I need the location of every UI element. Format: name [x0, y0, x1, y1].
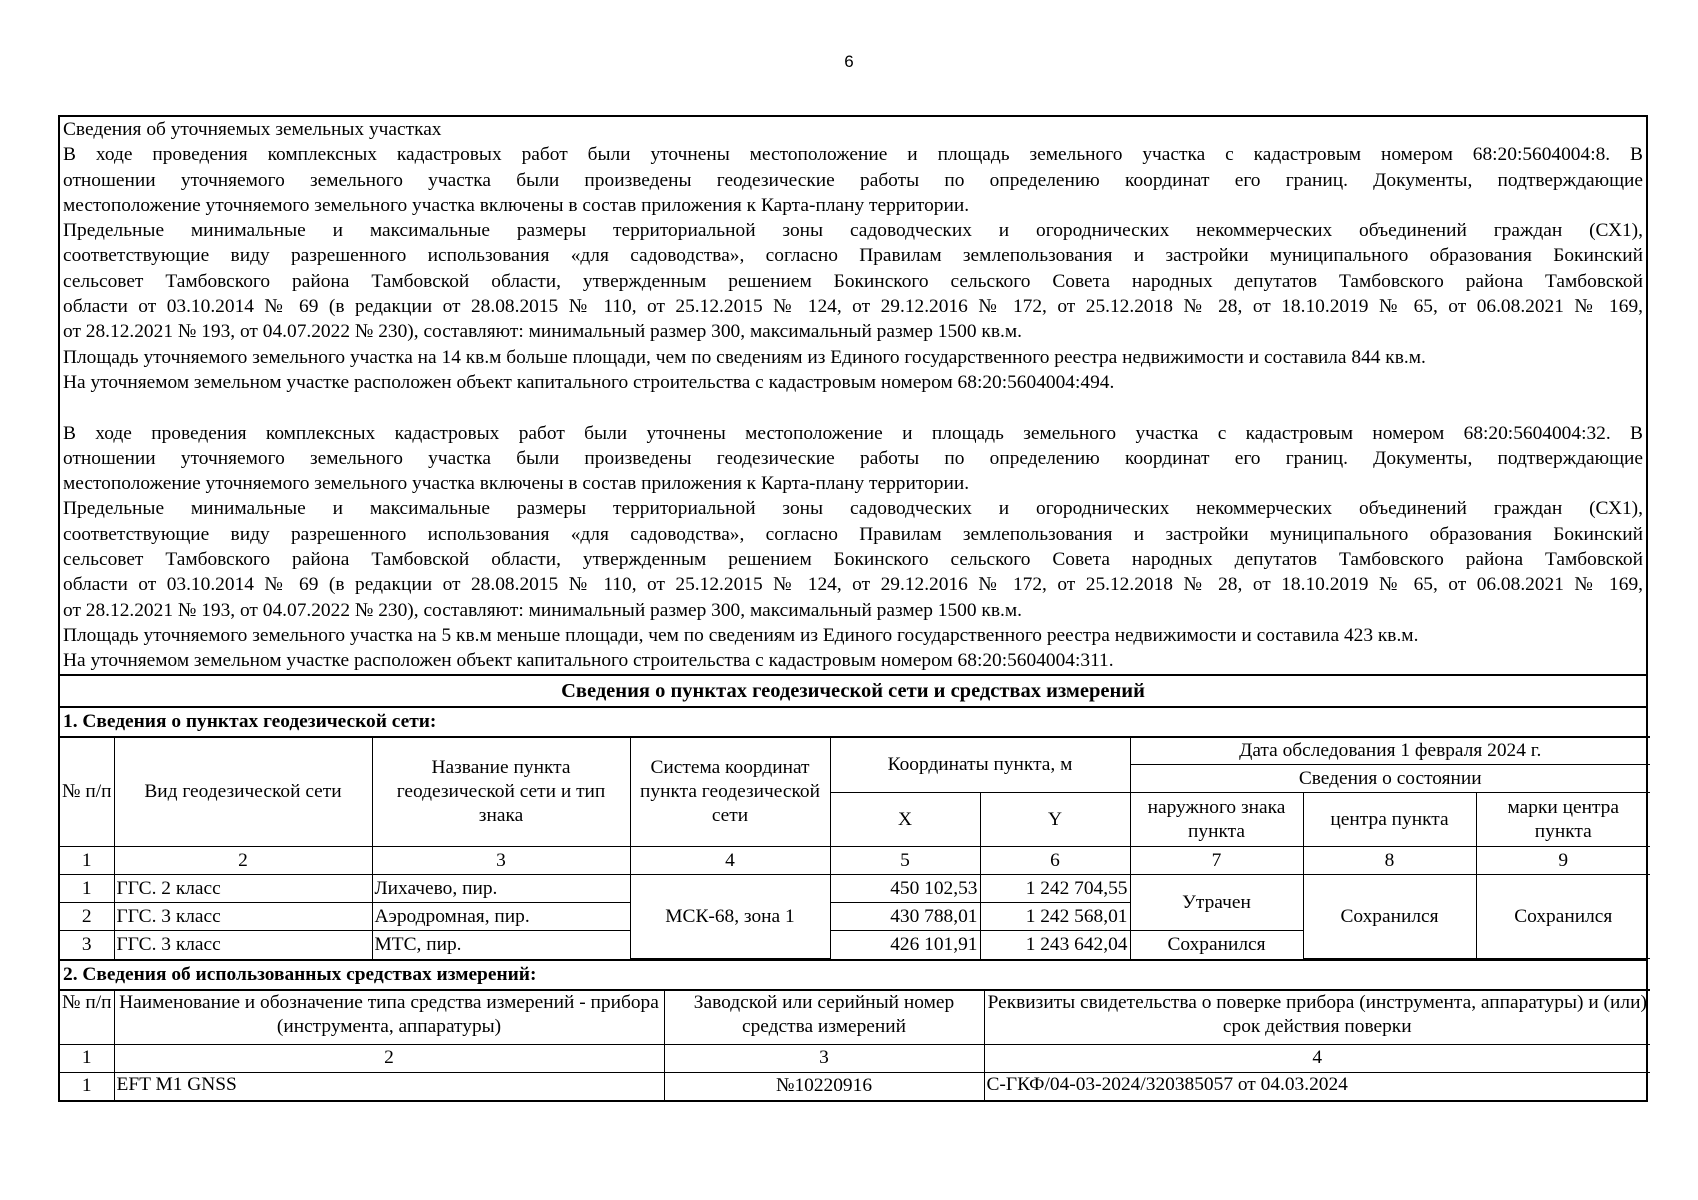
paragraph-line: отношении уточняемого земельного участка были произведены геодезические работы по определению координат его границ. Документы, подтверждающие [63, 447, 1643, 469]
header-state: Сведения о состоянии [1130, 765, 1650, 793]
row-num: 3 [60, 931, 114, 959]
header-coordinates: Координаты пункта, м [830, 737, 1130, 793]
network-type: ГГС. 3 класс [114, 931, 372, 959]
paragraph-line: На уточняемом земельном участке расположен объект капитального строительства с кадастровым номером 68:20:5604004:311. [63, 650, 1114, 672]
column-number: 2 [114, 847, 372, 875]
header-network-type: Вид геодезической сети [114, 737, 372, 847]
paragraph-line: В ходе проведения комплексных кадастровых работ были уточнены местоположение и площадь земельного участка с кадастровым номером 68:20:5604004:8. В [63, 144, 1643, 166]
column-number: 2 [114, 1044, 664, 1072]
geodetic-points-table [60, 736, 1650, 960]
outer-sign-state: Утрачен [1130, 875, 1303, 931]
center-mark-state: Сохранился [1476, 875, 1650, 959]
point-name: Лихачево, пир. [372, 875, 630, 903]
coord-x: 426 101,91 [830, 931, 980, 959]
subsection-title-geodetic-points: 1. Сведения о пунктах геодезической сети: [60, 706, 1646, 736]
coord-y: 1 242 704,55 [980, 875, 1130, 903]
blank-line [60, 395, 1646, 420]
column-number: 3 [664, 1044, 984, 1072]
coord-y: 1 242 568,01 [980, 903, 1130, 931]
column-number: 5 [830, 847, 980, 875]
paragraph-line: сельсовет Тамбовского района Тамбовской области, утвержденным решением Бокинского сельского Совета народных депутатов Тамбовского района Тамбовской [63, 549, 1643, 571]
paragraph-line: Предельные минимальные и максимальные размеры территориальной зоны садоводческих и огороднических некоммерческих объединений граждан (СХ1), [63, 220, 1643, 242]
coord-x: 450 102,53 [830, 875, 980, 903]
header-serial: Заводской или серийный номер средства измерений [664, 990, 984, 1044]
paragraph-line: области от 03.10.2014 № 69 (в редакции от 28.08.2015 № 110, от 25.12.2015 № 124, от 29.12.2016 № 172, от 25.12.2018 № 28, от 18.10.2019 № 65, от 06.08.2021 № 169, [63, 574, 1643, 596]
column-number: 6 [980, 847, 1130, 875]
row-num: 1 [60, 1072, 114, 1100]
page-number: 6 [844, 52, 854, 71]
subsection-title-instruments: 2. Сведения об использованных средствах измерений: [60, 959, 1646, 989]
land-plot-block-1 [60, 142, 1646, 395]
column-number: 7 [1130, 847, 1303, 875]
column-number: 1 [60, 847, 114, 875]
coord-y: 1 243 642,04 [980, 931, 1130, 959]
column-number: 1 [60, 1044, 114, 1072]
paragraph-line: местоположение уточняемого земельного участка включены в состав приложения к Карта-плану территории. [63, 194, 970, 216]
center-state: Сохранился [1303, 875, 1476, 959]
coord-x: 430 788,01 [830, 903, 980, 931]
header-outer-sign: наружного знака пункта [1130, 793, 1303, 847]
paragraph-line: соответствующие виду разрешенного использования «для садоводства», согласно Правилам землепользования и застройки муниципального образования Бокинский [63, 245, 1643, 267]
header-coord-system: Система координат пункта геодезической сети [630, 737, 830, 847]
header-instrument-name: Наименование и обозначение типа средства измерений - прибора (инструмента, аппаратуры) [114, 990, 664, 1044]
paragraph-line: Площадь уточняемого земельного участка на 14 кв.м больше площади, чем по сведениям из Единого государственного реестра недвижимости и составила 844 кв.м. [63, 346, 1426, 368]
header-survey-date: Дата обследования 1 февраля 2024 г. [1130, 737, 1650, 765]
header-center-mark: марки центра пункта [1476, 793, 1650, 847]
column-number: 4 [984, 1044, 1650, 1072]
table-row [60, 875, 1650, 903]
column-number-row [60, 1044, 1650, 1072]
instrument-serial: №10220916 [664, 1072, 984, 1100]
header-center: центра пункта [1303, 793, 1476, 847]
header-num: № п/п [60, 737, 114, 847]
network-type: ГГС. 2 класс [114, 875, 372, 903]
column-number: 8 [1303, 847, 1476, 875]
header-point-name: Название пункта геодезической сети и тип знака [372, 737, 630, 847]
row-num: 1 [60, 875, 114, 903]
coord-system: МСК-68, зона 1 [630, 875, 830, 959]
row-num: 2 [60, 903, 114, 931]
paragraph-line: отношении уточняемого земельного участка были произведены геодезические работы по определению координат его границ. Документы, подтверждающие [63, 169, 1643, 191]
document-frame [58, 115, 1648, 1102]
section-title-geodetic: Сведения о пунктах геодезической сети и средствах измерений [60, 674, 1646, 706]
header-x: X [830, 793, 980, 847]
header-y: Y [980, 793, 1130, 847]
paragraph-line: На уточняемом земельном участке расположен объект капитального строительства с кадастровым номером 68:20:5604004:494. [63, 371, 1115, 393]
column-number: 3 [372, 847, 630, 875]
instrument-name: EFT M1 GNSS [114, 1072, 664, 1100]
column-number: 4 [630, 847, 830, 875]
instruments-table [60, 989, 1650, 1100]
paragraph-line: Площадь уточняемого земельного участка на 5 кв.м меньше площади, чем по сведениям из Единого государственного реестра недвижимости и составила 423 кв.м. [63, 624, 1419, 646]
paragraph-line: Предельные минимальные и максимальные размеры территориальной зоны садоводческих и огороднических некоммерческих объединений граждан (СХ1), [63, 498, 1643, 520]
paragraph-line: от 28.12.2021 № 193, от 04.07.2022 № 230), составляют: минимальный размер 300, максимальный размер 1500 кв.м. [63, 599, 1022, 621]
instrument-certificate: С-ГКФ/04-03-2024/320385057 от 04.03.2024 [984, 1072, 1650, 1100]
outer-sign-state: Сохранился [1130, 931, 1303, 959]
header-certificate: Реквизиты свидетельства о поверке прибора (инструмента, аппаратуры) и (или) срок действия поверки [984, 990, 1650, 1044]
paragraph-line: от 28.12.2021 № 193, от 04.07.2022 № 230), составляют: минимальный размер 300, максимальный размер 1500 кв.м. [63, 321, 1022, 343]
paragraph-line: соответствующие виду разрешенного использования «для садоводства», согласно Правилам землепользования и застройки муниципального образования Бокинский [63, 523, 1643, 545]
point-name: Аэродромная, пир. [372, 903, 630, 931]
table-row [60, 1072, 1650, 1100]
paragraph-line: области от 03.10.2014 № 69 (в редакции от 28.08.2015 № 110, от 25.12.2015 № 124, от 29.12.2016 № 172, от 25.12.2018 № 28, от 18.10.2019 № 65, от 06.08.2021 № 169, [63, 296, 1643, 318]
header-num: № п/п [60, 990, 114, 1044]
point-name: МТС, пир. [372, 931, 630, 959]
column-number: 9 [1476, 847, 1650, 875]
paragraph-line: сельсовет Тамбовского района Тамбовской области, утвержденным решением Бокинского сельского Совета народных депутатов Тамбовского района Тамбовской [63, 270, 1643, 292]
land-plot-block-2 [60, 421, 1646, 674]
column-number-row [60, 847, 1650, 875]
section-title-land-plots: Сведения об уточняемых земельных участках [63, 119, 442, 140]
paragraph-line: В ходе проведения комплексных кадастровых работ были уточнены местоположение и площадь земельного участка с кадастровым номером 68:20:5604004:32. В [63, 422, 1643, 444]
network-type: ГГС. 3 класс [114, 903, 372, 931]
paragraph-line: местоположение уточняемого земельного участка включены в состав приложения к Карта-плану территории. [63, 473, 970, 495]
